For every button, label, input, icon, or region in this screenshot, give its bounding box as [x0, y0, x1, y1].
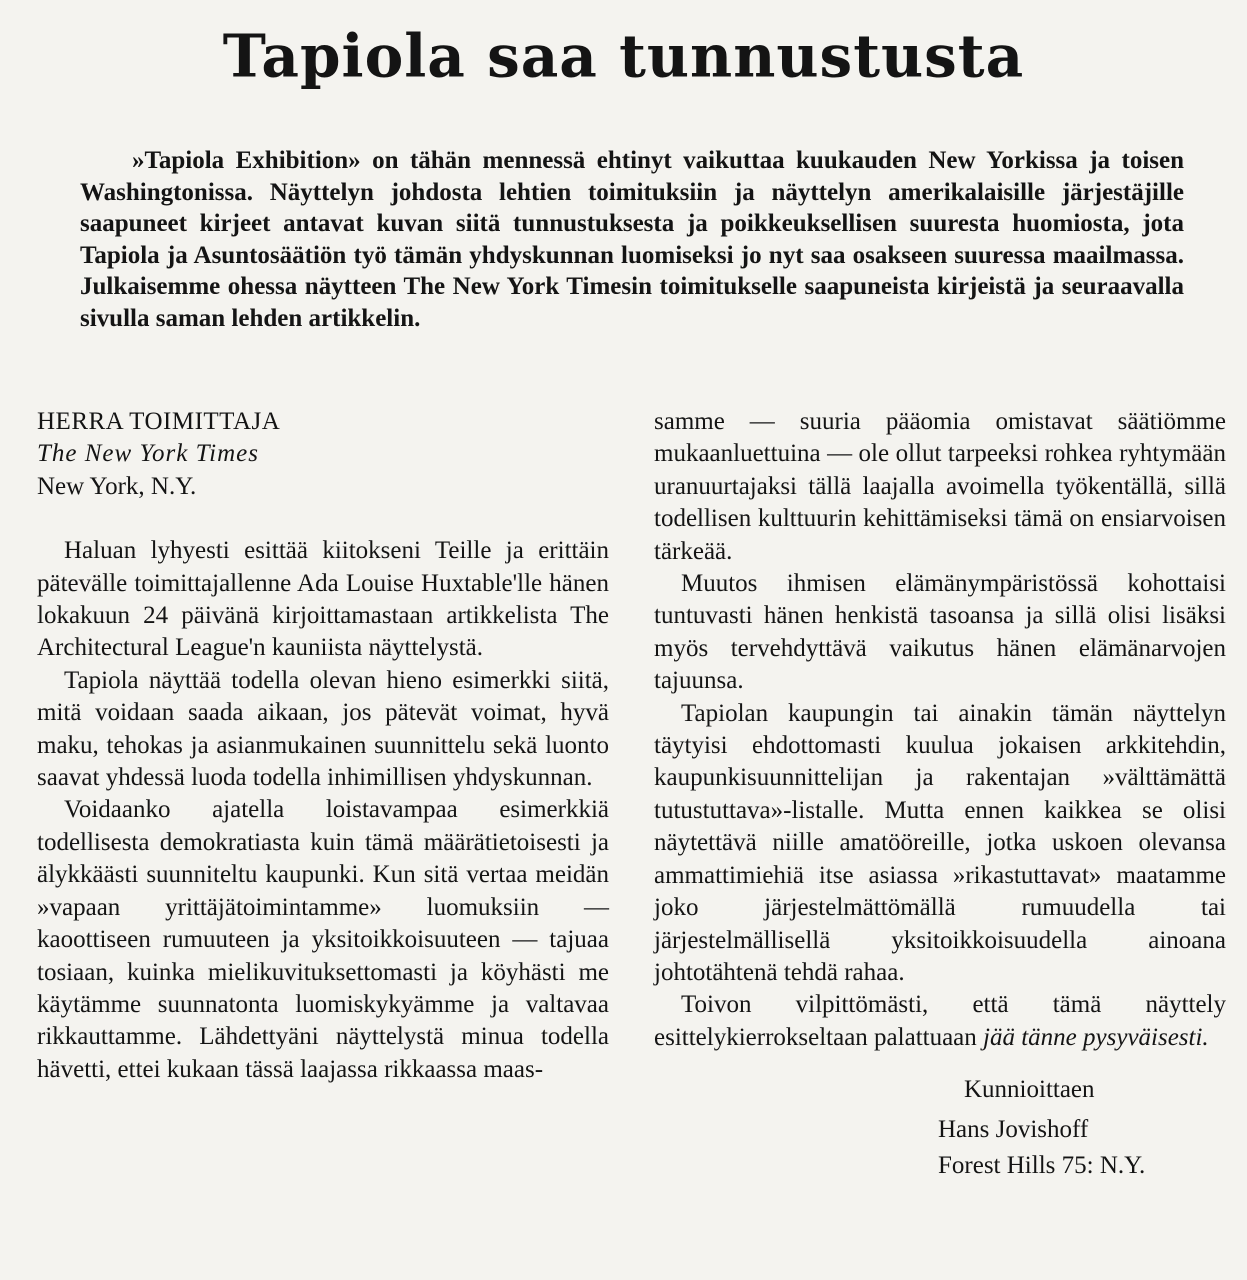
letter-signer-place: Forest Hills 75: N.Y.	[938, 1151, 1146, 1179]
final-paragraph-text: Toivon vilpittömästi, että tämä näyttely esittelykierrokseltaan palattuaan	[654, 991, 1226, 1051]
letter-paragraph: Haluan lyhyesti esittää kiitokseni Teille ja erittäin pätevälle toimittajallenne Ada Louise Huxtable'lle hänen lokakuun 24 päivänä kirjoittamastaan artikkelista The Architectural League'n kauniista näyttelystä.	[37, 537, 609, 662]
letter-paragraph: Tapiola näyttää todella olevan hieno esimerkki siitä, mitä voidaan saada aikaan, jos pätevät voimat, hyvä maku, tehokas ja asianmukainen suunnittelu sekä luonto saavat yhdessä luoda todella inhimillisen yhdyskunnan.	[37, 666, 609, 792]
letter-salutation: HERRA TOIMITTAJA	[37, 408, 281, 435]
letter-paragraph: Tapiolan kaupungin tai ainakin tämän näyttelyn täytyisi ehdottomasti kuulua jokaisen arkkitehdin, kaupunkisuunnittelijan ja rakentajan »välttämättä tutustuttava»-listalle. Mutta ennen kaikkea se olisi näytettävä niille amatööreille, jotka uskoen olevansa ammattimiehiä itse asiassa »rikastuttavat» maatamme joko järjestelmättömällä rumuudella tai järjestelmällisellä yksitoikkoisuudella ainoana johtotähtenä tehdä rahaa.	[654, 699, 1226, 986]
letter-paragraph: Voidaanko ajatella loistavampaa esimerkkiä todellisesta demokratiasta kuin tämä määrätietoisesti ja älykkäästi suunniteltu kaupunki. Kun sitä vertaa meidän »vapaan yrittäjätoimintamme» luomuksiin — kaoottiseen rumuuteen ja yksitoikkoisuuteen — tajuaa tosiaan, kuinka mielikuvituksettomasti ja köyhästi me käytämme suunnatonta luomiskykyämme ja valtavaa rikkauttamme. Lähdettyäni näyttelystä minua todella hävetti, ettei kukaan tässä laajassa rikkaassa maas-	[37, 796, 609, 1083]
letter-signer: Hans Jovishoff	[938, 1115, 1089, 1143]
letter-closing: Kunnioittaen	[964, 1076, 1095, 1104]
letter-paragraph-final	[654, 989, 1226, 1054]
final-paragraph-italic: jää tänne pysyväisesti.	[983, 1023, 1209, 1051]
article-title: Tapiola saa tunnustusta	[222, 21, 1025, 91]
letter-address	[37, 406, 609, 503]
letter-city: New York, N.Y.	[37, 472, 197, 500]
letter-paragraph-continuation: samme — suuria pääomia omistavat säätiömme mukaanluettuina — ole ollut tarpeeksi rohkea ryhtymään uranuurtajaksi tällä laajalla avoimella työkentällä, sillä todellisen kulttuurin kehittämiseksi tämä on ensiarvoisen tärkeää.	[654, 408, 1226, 565]
article-lead: »Tapiola Exhibition» on tähän mennessä ehtinyt vaikuttaa kuukauden New Yorkissa ja toisen Washingtonissa. Näyttelyn johdosta lehtien toimituksiin ja näyttelyn amerikalaisille järjestäjille saapuneet kirjeet antavat kuvan siitä tunnustuksesta ja poikkeuksellisen suuresta huomiosta, jota Tapiola ja Asuntosäätiön työ tämän yhdyskunnan luomiseksi jo nyt saa osakseen suuressa maailmassa. Julkaisemme ohessa näytteen The New York Timesin toimitukselle saapuneista kirjeistä ja seuraavalla sivulla saman lehden artikkelin.	[80, 147, 1184, 332]
letter-newspaper: The New York Times	[37, 440, 259, 468]
letter-paragraph: Muutos ihmisen elämänympäristössä kohottaisi tuntuvasti hänen henkistä tasoansa ja sillä olisi lisäksi myös tervehdyttävä vaikutus hänen elämänarvojen tajuunsa.	[654, 570, 1226, 695]
letter-column-right	[654, 406, 1226, 1182]
letter-signature-block	[654, 1074, 1226, 1182]
letter-column-left	[37, 406, 609, 1086]
